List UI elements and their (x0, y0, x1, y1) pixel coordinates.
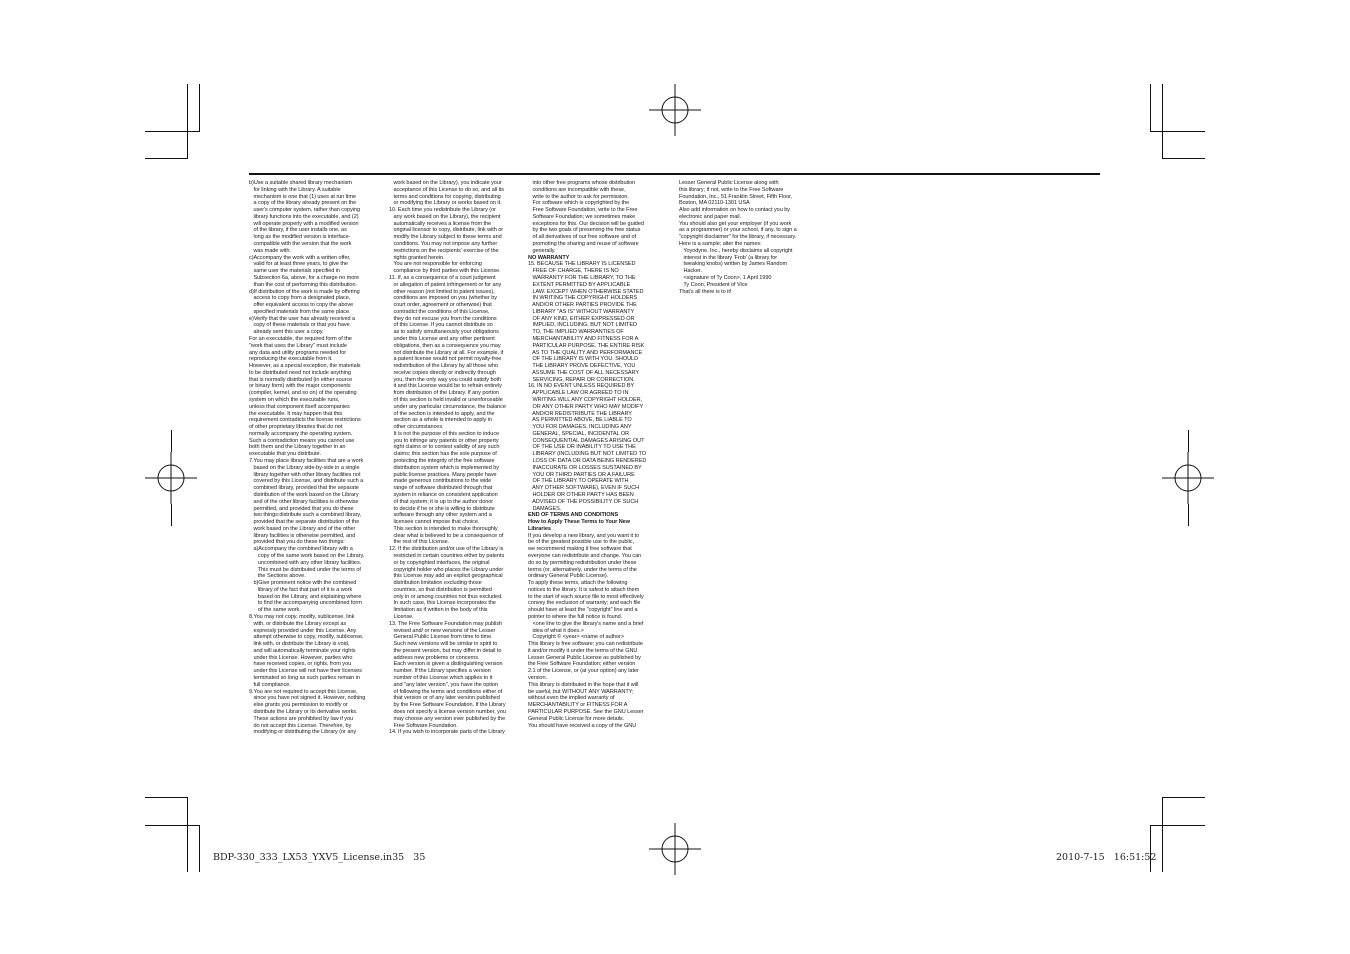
crop-mark (145, 825, 200, 826)
header-rule (249, 173, 1100, 175)
text-line: offer equivalent access to copy the above (249, 302, 354, 309)
text-line: claims; this section has the sole purpose of (389, 451, 497, 458)
text-line: section as a whole is intended to apply in (389, 417, 492, 424)
text-line: restricted in certain countries either by patents (389, 552, 505, 559)
text-line: library facilities is otherwise permitted, and (249, 532, 356, 539)
text-line: 2.1 of the License, or (at your option) any later (528, 668, 639, 675)
text-line: ANY OTHER SOFTWARE), EVEN IF SUCH (528, 485, 640, 492)
text-line: 14. If you wish to incorporate parts of the Library (389, 729, 505, 736)
text-line: as to satisfy simultaneously your obligations (389, 329, 499, 336)
text-line: by the Free Software Foundation. If the Library (389, 702, 506, 709)
text-line: distribute the Library or its derivative works. (249, 708, 358, 715)
text-line: we recommend making it free software that (528, 546, 632, 553)
text-line: b)Use a suitable shared library mechanism (249, 180, 352, 186)
text-line: provided that you do these two things: (249, 539, 345, 546)
text-line: that is normally distributed (in either source (249, 376, 353, 383)
text-line: LIBRARY "AS IS" WITHOUT WARRANTY (528, 308, 635, 315)
text-line: a copy of the library already present on the (249, 200, 357, 207)
text-line: the present version, but may differ in detail to (389, 647, 502, 654)
text-line: they do not excuse you from the conditions (389, 315, 497, 322)
text-line: e)Verify that the user has already received a (249, 315, 356, 322)
text-line: terminated so long as such parties remain in (249, 675, 360, 682)
text-line: work based on the Library and of the other (249, 525, 356, 532)
text-line: distribution limitation excluding those (389, 580, 482, 587)
text-line: right claims or to contest validity of any such (389, 444, 500, 451)
text-line: already sent this user a copy. (249, 329, 324, 336)
text-line: (compiler, kernel, and so on) of the operating (249, 390, 357, 397)
text-line: specified materials from the same place. (249, 308, 351, 315)
text-line: WRITING WILL ANY COPYRIGHT HOLDER, (528, 397, 643, 403)
text-line: executable that you distribute. (249, 451, 321, 458)
text-line: pointer to where the full notice is found. (528, 614, 623, 620)
crop-mark (1162, 797, 1163, 872)
text-line: You are not responsible for enforcing (389, 261, 482, 268)
registration-mark-bottom (649, 823, 701, 875)
text-line: 9.You are not required to accept this License, (249, 688, 358, 695)
text-line: not distribute the Library at all. For example, if (389, 349, 504, 356)
text-line: PARTICULAR PURPOSE. THE ENTIRE RISK (528, 342, 645, 349)
text-line: OR ANY OTHER PARTY WHO MAY MODIFY (528, 403, 644, 410)
text-line: conditions are imposed on you (whether by (389, 295, 497, 302)
text-line: restrictions on the recipients' exercise of the (389, 247, 499, 254)
text-line: compatible with the version that the work (249, 241, 352, 248)
text-line: and will automatically terminate your rights (249, 647, 356, 654)
text-line: you to infringe any patents or other property (389, 437, 499, 444)
text-line: of this License. If you cannot distribute so (389, 322, 493, 329)
text-line: <one line to give the library's name and a brief (528, 620, 644, 627)
text-line: Ty Coon, President of Vice (679, 281, 748, 288)
text-line: IN WRITING THE COPYRIGHT HOLDERS (528, 295, 638, 302)
text-line: TO, THE IMPLIED WARRANTIES OF (528, 329, 624, 336)
text-line: acceptance of this License to do so, and all its (389, 186, 504, 193)
crop-mark (1162, 158, 1205, 159)
crop-mark (1150, 825, 1205, 826)
text-line: both them and the Library together in an (249, 444, 346, 451)
crop-mark (187, 84, 188, 159)
crop-mark (199, 84, 200, 132)
text-line: If you develop a new library, and you want it to (528, 532, 640, 539)
text-line: automatically receives a license from the (389, 220, 492, 227)
text-line: Hacker. (679, 268, 702, 275)
text-line: How to Apply These Terms to Your New (528, 519, 630, 526)
text-line: to decide if he or she is willing to distribute (389, 505, 495, 512)
text-line: However, as a special exception, the materials (249, 363, 361, 370)
text-line: of other proprietary libraries that do not (249, 424, 343, 431)
text-line: "work that uses the Library" must include (249, 342, 347, 349)
text-line: b)Give prominent notice with the combined (249, 580, 357, 587)
text-line: <signature of Ty Coon>, 1 April 1990 (679, 274, 772, 281)
text-line: covered by this License, and distribute such a (249, 478, 364, 485)
crop-mark (145, 797, 188, 798)
text-line: under any particular circumstance, the balance (389, 403, 506, 410)
registration-tick (1188, 504, 1189, 526)
text-line: as a programmer) or your school, if any, to sign a (679, 227, 797, 234)
text-line: This section is intended to make thoroughly (389, 525, 498, 532)
text-line: General Public License from time to time. (389, 634, 493, 641)
text-line: based on the Library side-by-side in a single (249, 464, 360, 471)
text-line: Lesser General Public License as published by (528, 654, 641, 661)
text-line: made generous contributions to the wide (389, 478, 492, 485)
text-line: requirement contradicts the license restrictions (249, 417, 361, 424)
text-line: c)Accompany the work with a written offer, (249, 254, 351, 261)
registration-mark-left (145, 452, 197, 504)
text-line: unless that component itself accompanies (249, 403, 350, 410)
crop-mark (187, 797, 188, 872)
text-line: Such a contradiction means you cannot use (249, 437, 355, 444)
text-line: write to the author to ask for permission. (528, 193, 629, 200)
text-line: under this License. However, parties who (249, 654, 353, 661)
text-line: DAMAGES. (528, 505, 562, 512)
text-line: You should also get your employer (if you work (679, 220, 792, 227)
text-line: system on which the executable runs, (249, 397, 340, 403)
text-line: this License may add an explicit geographical (389, 573, 503, 580)
text-line: OF THE LIBRARY TO OPERATE WITH (528, 478, 629, 485)
text-line: Each version is given a distinguishing version (389, 661, 503, 668)
text-line: modify the Library subject to these terms and (389, 234, 502, 241)
text-line: copy of these materials or that you have (249, 322, 350, 329)
text-line: the rest of this License. (389, 539, 450, 546)
text-line: the Sections above. (249, 573, 306, 580)
text-line: other circumstances. (389, 424, 444, 431)
text-line: since you have not signed it. However, nothing (249, 695, 366, 702)
text-line: any data and utility programs needed for (249, 349, 347, 356)
text-line: For an executable, the required form of the (249, 335, 352, 342)
text-line: into other free programs whose distribution (528, 180, 636, 186)
text-line: LIBRARY (INCLUDING BUT NOT LIMITED TO (528, 451, 646, 458)
text-line: distribution system which is implemented by (389, 464, 499, 471)
text-line: terms (or, alternatively, under the terms of the (528, 566, 637, 573)
text-line: user's computer system, rather than copying (249, 207, 361, 214)
text-line: 8.You may not copy, modify, sublicense, link (249, 614, 355, 620)
text-line: Lesser General Public License along with (679, 180, 779, 186)
text-line: or by copyrighted interfaces, the original (389, 559, 490, 566)
text-line: APPLICABLE LAW OR AGREED TO IN (528, 390, 629, 397)
text-line: 16. IN NO EVENT UNLESS REQUIRED BY (528, 383, 635, 390)
text-line: LAW. EXCEPT WHEN OTHERWISE STATED (528, 288, 644, 295)
text-line: public license practices. Many people have (389, 471, 497, 478)
crop-mark (145, 158, 188, 159)
text-line: from distribution of the Library. If any portion (389, 390, 499, 397)
text-line: of the same work. (249, 607, 301, 614)
crop-mark (199, 825, 200, 872)
text-line: address new problems or concerns. (389, 654, 480, 661)
text-line: to the start of each source file to most effectively (528, 593, 644, 600)
text-line: To apply these terms, attach the following (528, 580, 628, 587)
text-line: Subsection 6a, above, for a charge no more (249, 274, 360, 281)
text-line: and of the other library facilities is otherwise (249, 498, 359, 505)
text-line: Libraries (528, 525, 551, 532)
text-line: modifying or distributing the Library (or any (249, 729, 357, 736)
text-line: of all derivatives of our free software and of (528, 234, 636, 241)
text-line: You should have received a copy of the GNU (528, 722, 637, 729)
text-line: conditions. You may not impose any further (389, 241, 498, 248)
text-line: permitted, and provided that you do these (249, 505, 354, 512)
text-line: OF ANY KIND, EITHER EXPRESSED OR (528, 315, 635, 322)
text-line: number of this License which applies to it (389, 675, 493, 682)
text-line: by the two goals of preserving the free status (528, 227, 641, 234)
text-line: library together with other library facilities not (249, 471, 361, 478)
text-line: under this License and any other pertinent (389, 335, 495, 342)
text-line: copy of the same work based on the Library, (249, 552, 365, 559)
text-line: END OF TERMS AND CONDITIONS (528, 512, 619, 519)
text-line: two things:distribute such a combined library, (249, 512, 362, 519)
text-line: library functions into the executable, and (2) (249, 213, 359, 220)
text-line: reproducing the executable from it. (249, 356, 333, 363)
text-line: 11. If, as a consequence of a court judgment (389, 274, 496, 281)
text-line: FREE OF CHARGE, THERE IS NO (528, 268, 619, 275)
crop-mark (1150, 131, 1205, 132)
text-line: else grants you permission to modify or (249, 702, 348, 709)
text-line: same user the materials specified in (249, 268, 340, 275)
text-line: system in reliance on consistent application (389, 491, 498, 498)
text-line: interest in the library 'Frob' (a library for (679, 254, 778, 261)
text-line: Also add information on how to contact you by (679, 207, 790, 214)
text-line: should have at least the "copyright" line and a (528, 607, 638, 614)
text-line: In such case, this License incorporates the (389, 600, 496, 607)
text-line: only in or among countries not thus excluded. (389, 593, 503, 600)
text-line: or allegation of patent infringement or for any (389, 281, 502, 288)
text-line: library of the fact that part of it is a work (249, 586, 353, 593)
text-line: to find the accompanying uncombined form (249, 600, 362, 607)
text-line: uncombined with any other library facilities. (249, 559, 362, 566)
text-line: For software which is copyrighted by the (528, 200, 630, 207)
text-line: this library; if not, write to the Free Software (679, 186, 784, 193)
registration-tick (1188, 430, 1189, 452)
text-line: than the cost of performing this distribution. (249, 281, 357, 288)
text-line: of following the terms and conditions either of (389, 688, 503, 695)
text-line: version. (528, 675, 547, 682)
text-line: of the section is intended to apply, and the (389, 410, 495, 417)
text-line: MERCHANTABILITY AND FITNESS FOR A (528, 335, 639, 342)
footer-timestamp: 2010-7-15 16:51:52 (1056, 852, 1157, 863)
text-line: obligations, then as a consequence you may (389, 342, 501, 349)
text-line: LOSS OF DATA OR DATA BEING RENDERED (528, 458, 647, 465)
text-line: convey the exclusion of warranty; and each file (528, 600, 641, 607)
text-line: 7.You may place library facilities that are a work (249, 458, 364, 465)
text-line: SERVICING, REPAIR OR CORRECTION. (528, 376, 635, 383)
text-line: licensee cannot impose that choice. (389, 519, 480, 526)
text-line: provided that the separate distribution of the (249, 519, 360, 526)
text-line: OF THE LIBRARY IS WITH YOU. SHOULD (528, 356, 639, 363)
text-line: for linking with the Library. A suitable (249, 186, 341, 193)
text-line: generally. (528, 247, 556, 254)
text-line: General Public License for more details. (528, 715, 625, 722)
text-line: you, then the only way you could satisfy both (389, 376, 502, 383)
text-line: Here is a sample; alter the names: (679, 241, 762, 248)
text-line: was made with. (249, 247, 291, 254)
text-line: 13. The Free Software Foundation may publish (389, 620, 503, 627)
text-line: rights granted herein. (389, 254, 445, 261)
text-line: License. (389, 614, 414, 620)
text-line: These actions are prohibited by law if you (249, 715, 354, 722)
text-line: mechanism is one that (1) uses at run time (249, 193, 356, 200)
text-line: PARTICULAR PURPOSE. See the GNU Lesser (528, 708, 644, 715)
text-line: any work based on the Library), the recipient (389, 213, 501, 220)
text-line: combined library, provided that the separate (249, 485, 359, 492)
text-line: it and/or modify it under the terms of the GNU (528, 647, 638, 654)
text-line: other reason (not limited to patent issues), (389, 288, 495, 295)
text-line: Software Foundation; we sometimes make (528, 213, 636, 220)
text-line: a patent license would not permit royalty-free (389, 356, 502, 363)
text-line: exceptions for this. Our decision will be guided (528, 220, 644, 227)
text-line: distribution of the work based on the Library (249, 491, 359, 498)
text-line: Boston, MA 02110-1301 USA (679, 200, 750, 207)
text-line: of this section is held invalid or unenforceable (389, 397, 503, 403)
text-line: original licensor to copy, distribute, link with or (389, 227, 504, 234)
text-line: clear what is believed to be a consequence of (389, 532, 504, 539)
text-line: limitation as if written in the body of this (389, 607, 488, 614)
text-line: be of the greatest possible use to the public, (528, 539, 634, 546)
text-line: do not accept this License. Therefore, by (249, 722, 352, 729)
text-line: that version or of any later version published (389, 695, 500, 702)
crop-mark (145, 131, 200, 132)
text-line: long as the modified version is interface- (249, 234, 351, 241)
text-line: promoting the sharing and reuse of software (528, 241, 639, 248)
registration-mark-top (649, 84, 701, 136)
text-line: That's all there is to it! (679, 288, 732, 295)
text-column-4 (679, 180, 811, 295)
text-line: conditions are incompatible with these, (528, 186, 626, 193)
footer-file-info: BDP-330_333_LX53_YXV5_License.in35 35 (213, 852, 426, 863)
text-line: of the library, if the user installs one, as (249, 227, 347, 234)
text-line: the executable. It may happen that this (249, 410, 343, 417)
text-line: EXTENT PERMITTED BY APPLICABLE (528, 281, 631, 288)
text-line: do so by permitting redistribution under these (528, 559, 637, 566)
text-line: have received copies, or rights, from you (249, 661, 352, 668)
text-line: link with, or distribute the Library is void, (249, 641, 350, 648)
text-line: OF THE USE OR INABILITY TO USE THE (528, 444, 636, 451)
text-line: access to copy from a designated place, (249, 295, 351, 302)
text-line: full compliance. (249, 681, 291, 688)
text-line: 12. If the distribution and/or use of the Library is (389, 546, 504, 553)
text-line: court order, agreement or otherwise) that (389, 302, 492, 309)
text-line: does not specify a license version number, you (389, 708, 506, 715)
text-line: ordinary General Public License). (528, 573, 609, 580)
text-line: "copyright disclaimer" for the library, if necessary. (679, 234, 797, 241)
text-line: 10. Each time you redistribute the Library (or (389, 207, 496, 214)
text-line: will operate properly with a modified version (249, 220, 359, 227)
text-line: contradict the conditions of this License, (389, 308, 490, 315)
text-line: tweaking knobs) written by James Random (679, 261, 788, 268)
text-line: Copyright © <year> <name of author> (528, 634, 625, 641)
text-line: terms and conditions for copying, distributing (389, 193, 501, 200)
registration-tick (171, 504, 172, 526)
text-line: without even the implied warranty of (528, 695, 615, 702)
text-line: 15. BECAUSE THE LIBRARY IS LICENSED (528, 261, 636, 268)
text-line: GENERAL, SPECIAL, INCIDENTAL OR (528, 430, 630, 437)
text-line: expressly provided under this License. Any (249, 627, 357, 634)
text-line: normally accompany the operating system. (249, 430, 353, 437)
text-line: MERCHANTABILITY or FITNESS FOR A (528, 702, 628, 709)
text-line: under this License will not have their licenses (249, 668, 362, 675)
text-line: redistribution of the Library by all those who (389, 363, 498, 370)
text-line: to be distributed need not include anything (249, 369, 351, 376)
text-line: and "any later version", you have the option (389, 681, 498, 688)
text-line: YOU OR THIRD PARTIES OR A FAILURE (528, 471, 635, 478)
text-column-2 (389, 180, 521, 736)
text-line: THE LIBRARY PROVE DEFECTIVE, YOU (528, 363, 636, 370)
text-line: NO WARRANTY (528, 254, 570, 261)
text-line: WARRANTY FOR THE LIBRARY, TO THE (528, 274, 636, 281)
text-line: receive copies directly or indirectly through (389, 369, 496, 376)
text-line: it and this License would be to refrain entirely (389, 383, 502, 390)
text-line: of that system; it is up to the author donor (389, 498, 494, 505)
text-line: This library is distributed in the hope that it will (528, 681, 639, 688)
text-line: notices to the library. It is safest to attach them (528, 586, 640, 593)
text-line: This must be distributed under the terms of (249, 566, 361, 573)
text-line: Foundation, Inc., 51 Franklin Street, Fifth Floor, (679, 193, 793, 200)
text-line: Yoyodyne, Inc., hereby disclaims all copyright (679, 247, 793, 254)
text-line: idea of what it does.> (528, 627, 584, 634)
text-line: with, or distribute the Library except as (249, 620, 347, 627)
text-line: valid for at least three years, to give the (249, 261, 348, 268)
text-line: range of software distributed through that (389, 485, 493, 492)
text-column-1 (249, 180, 381, 736)
text-line: IMPLIED, INCLUDING, BUT NOT LIMITED (528, 322, 637, 329)
text-line: d)If distribution of the work is made by offering (249, 288, 360, 295)
text-line: number. If the Library specifies a version (389, 668, 491, 675)
text-line: Free Software Foundation. (389, 722, 458, 729)
text-line: attempt otherwise to copy, modify, sublicense, (249, 634, 364, 641)
text-line: based on the Library, and explaining where (249, 593, 362, 600)
text-line: software through any other system and a (389, 512, 492, 519)
text-line: AND/OR OTHER PARTIES PROVIDE THE (528, 302, 637, 309)
crop-mark (1162, 797, 1205, 798)
text-line: Free Software Foundation, write to the Free (528, 207, 638, 214)
text-line: or modifying the Library or works based on it. (389, 200, 502, 207)
crop-mark (1150, 84, 1151, 132)
text-line: AS PERMITTED ABOVE, BE LIABLE TO (528, 417, 632, 424)
text-line: HOLDER OR OTHER PARTY HAS BEEN (528, 491, 634, 498)
text-line: or binary form) with the major components (249, 383, 351, 390)
text-line: INACCURATE OR LOSSES SUSTAINED BY (528, 464, 642, 471)
text-line: may choose any version ever published by the (389, 715, 506, 722)
text-line: Such new versions will be similar in spirit to (389, 641, 498, 648)
text-line: everyone can redistribute and change. You can (528, 552, 642, 559)
text-line: a)Accompany the combined library with a (249, 546, 353, 553)
registration-mark-right (1162, 452, 1214, 504)
text-line: CONSEQUENTIAL DAMAGES ARISING OUT (528, 437, 645, 444)
text-line: work based on the Library), you indicate your (389, 180, 502, 186)
text-line: be useful, but WITHOUT ANY WARRANTY; (528, 688, 634, 695)
text-line: This library is free software; you can redistribute (528, 641, 643, 648)
text-line: AS TO THE QUALITY AND PERFORMANCE (528, 349, 643, 356)
text-line: the Free Software Foundation; either version (528, 661, 636, 668)
text-line: AND/OR REDISTRIBUTE THE LIBRARY (528, 410, 632, 417)
text-line: ASSUME THE COST OF ALL NECESSARY (528, 369, 639, 376)
text-line: ADVISED OF THE POSSIBILITY OF SUCH (528, 498, 639, 505)
text-line: copyright holder who places the Library under (389, 566, 504, 573)
text-line: protecting the integrity of the free software (389, 458, 495, 465)
text-line: countries, so that distribution is permitted (389, 586, 492, 593)
text-line: revised and/ or new versions of the Lesser (389, 627, 496, 634)
crop-mark (1162, 84, 1163, 159)
text-column-3 (528, 180, 660, 729)
text-line: YOU FOR DAMAGES, INCLUDING ANY (528, 424, 632, 431)
text-line: compliance by third parties with this License. (389, 268, 501, 275)
registration-tick (171, 430, 172, 452)
text-line: It is not the purpose of this section to induce (389, 430, 500, 437)
crop-mark (1150, 825, 1151, 872)
text-line: electronic and paper mail. (679, 213, 742, 220)
